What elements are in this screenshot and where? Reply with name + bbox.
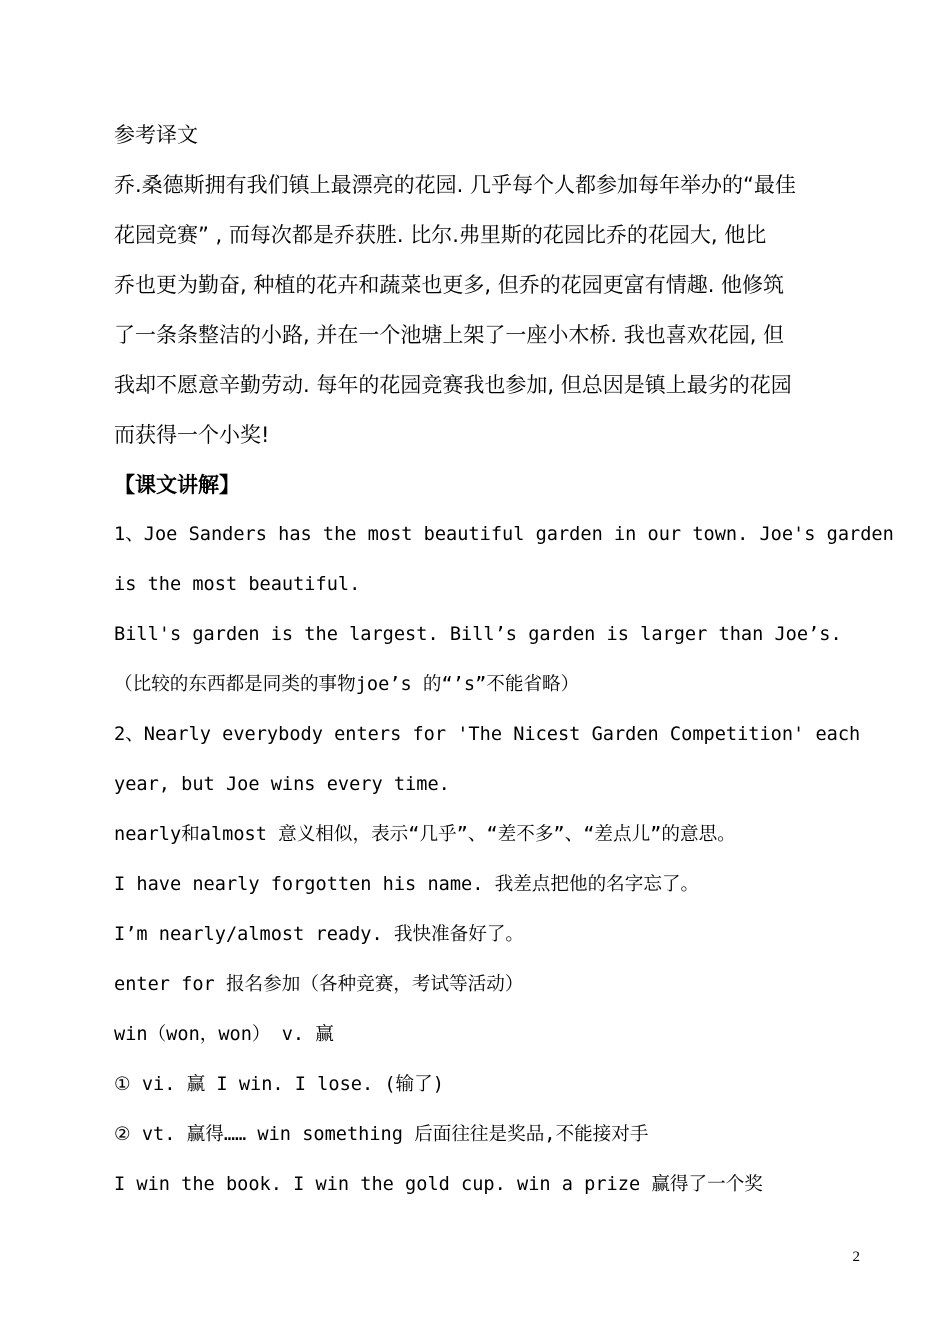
translation-line: 我却不愿意辛勤劳动. 每年的花园竞赛我也参加, 但总因是镇上最劣的花园 [114,373,792,397]
note-line: Bill's garden is the largest. Bill’s garden is larger than Joe’s. [114,624,842,645]
page-number: 2 [852,1249,860,1265]
translation-line: 乔.桑德斯拥有我们镇上最漂亮的花园. 几乎每个人都参加每年举办的“最佳 [114,173,796,197]
note-line: 1、Joe Sanders has the most beautiful garden in our town. Joe's garden [114,524,894,545]
note-line: is the most beautiful. [114,574,361,595]
note-line: nearly和almost 意义相似，表示“几乎”、“差不多”、“差点儿”的意思。 [114,824,736,845]
translation-line: 花园竞赛” , 而每次都是乔获胜. 比尔.弗里斯的花园比乔的花园大, 他比 [114,223,767,247]
note-line: I’m nearly/almost ready. 我快准备好了。 [114,924,525,945]
note-line: ① vi. 赢 I win. I lose. (输了) [114,1074,444,1095]
note-line: enter for 报名参加（各种竞赛，考试等活动） [114,974,524,995]
note-line: 2、Nearly everybody enters for 'The Nicest Garden Competition' each [114,724,861,745]
note-line: （比较的东西都是同类的事物joe’s 的“’s”不能省略） [114,674,580,695]
section-title: 【课文讲解】 [114,473,240,497]
translation-line: 了一条条整洁的小路, 并在一个池塘上架了一座小木桥. 我也喜欢花园, 但 [114,323,785,347]
note-line: win（won，won） v. 赢 [114,1024,334,1045]
note-line: I win the book. I win the gold cup. win a prize 赢得了一个奖 [114,1174,763,1195]
heading: 参考译文 [114,123,198,147]
translation-line: 乔也更为勤奋, 种植的花卉和蔬菜也更多, 但乔的花园更富有情趣. 他修筑 [114,273,785,297]
note-line: ② vt. 赢得…… win something 后面往往是奖品,不能接对手 [114,1124,649,1145]
note-line: I have nearly forgotten his name. 我差点把他的名字忘了。 [114,874,700,895]
translation-line: 而获得一个小奖! [114,423,270,447]
note-line: year, but Joe wins every time. [114,774,450,795]
